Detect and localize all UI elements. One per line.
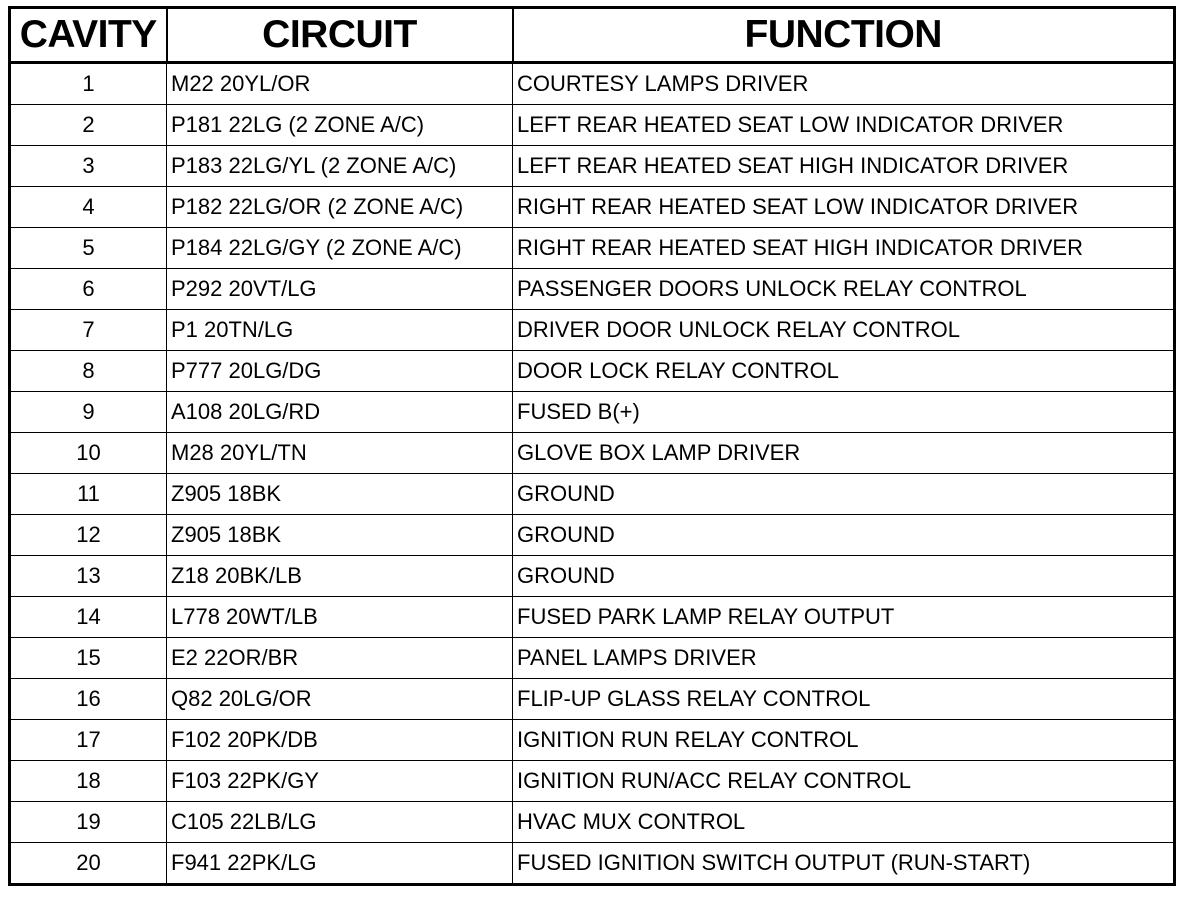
function-cell: FLIP-UP GLASS RELAY CONTROL [513,679,1175,720]
table-row [10,433,1175,474]
table-row [10,105,1175,146]
circuit-cell: P777 20LG/DG [167,351,513,392]
function-cell: FUSED B(+) [513,392,1175,433]
table-row [10,802,1175,843]
table-row [10,720,1175,761]
table-row [10,392,1175,433]
cavity-cell: 8 [10,351,167,392]
function-cell: IGNITION RUN/ACC RELAY CONTROL [513,761,1175,802]
function-cell: PANEL LAMPS DRIVER [513,638,1175,679]
function-cell: HVAC MUX CONTROL [513,802,1175,843]
table-row [10,761,1175,802]
circuit-cell: P181 22LG (2 ZONE A/C) [167,105,513,146]
header-function: FUNCTION [513,8,1175,63]
function-cell: RIGHT REAR HEATED SEAT LOW INDICATOR DRIVER [513,187,1175,228]
cavity-cell: 2 [10,105,167,146]
header-circuit: CIRCUIT [167,8,513,63]
circuit-cell: F103 22PK/GY [167,761,513,802]
function-cell: COURTESY LAMPS DRIVER [513,63,1175,105]
circuit-cell: Z905 18BK [167,474,513,515]
connector-pinout-table [8,6,1176,886]
cavity-cell: 10 [10,433,167,474]
function-cell: IGNITION RUN RELAY CONTROL [513,720,1175,761]
table-row [10,351,1175,392]
table-header [10,8,1175,63]
circuit-cell: C105 22LB/LG [167,802,513,843]
function-cell: FUSED IGNITION SWITCH OUTPUT (RUN-START) [513,843,1175,885]
circuit-cell: Z18 20BK/LB [167,556,513,597]
circuit-cell: Q82 20LG/OR [167,679,513,720]
circuit-cell: F102 20PK/DB [167,720,513,761]
function-cell: GROUND [513,515,1175,556]
table-row [10,679,1175,720]
circuit-cell: Z905 18BK [167,515,513,556]
table-row [10,187,1175,228]
connector-pinout-sheet [8,6,1173,906]
table-row [10,63,1175,105]
function-cell: GLOVE BOX LAMP DRIVER [513,433,1175,474]
circuit-cell: E2 22OR/BR [167,638,513,679]
cavity-cell: 14 [10,597,167,638]
table-row [10,146,1175,187]
header-cavity: CAVITY [10,8,167,63]
cavity-cell: 12 [10,515,167,556]
table-body [10,63,1175,885]
table-row [10,638,1175,679]
circuit-cell: M28 20YL/TN [167,433,513,474]
cavity-cell: 7 [10,310,167,351]
circuit-cell: F941 22PK/LG [167,843,513,885]
circuit-cell: L778 20WT/LB [167,597,513,638]
cavity-cell: 16 [10,679,167,720]
cavity-cell: 1 [10,63,167,105]
circuit-cell: P292 20VT/LG [167,269,513,310]
circuit-cell: P184 22LG/GY (2 ZONE A/C) [167,228,513,269]
cavity-cell: 3 [10,146,167,187]
cavity-cell: 6 [10,269,167,310]
cavity-cell: 11 [10,474,167,515]
table-row [10,556,1175,597]
cavity-cell: 5 [10,228,167,269]
function-cell: DOOR LOCK RELAY CONTROL [513,351,1175,392]
cavity-cell: 13 [10,556,167,597]
cavity-cell: 15 [10,638,167,679]
function-cell: LEFT REAR HEATED SEAT HIGH INDICATOR DRIVER [513,146,1175,187]
circuit-cell: P1 20TN/LG [167,310,513,351]
cavity-cell: 17 [10,720,167,761]
function-cell: RIGHT REAR HEATED SEAT HIGH INDICATOR DRIVER [513,228,1175,269]
function-cell: GROUND [513,474,1175,515]
cavity-cell: 4 [10,187,167,228]
function-cell: LEFT REAR HEATED SEAT LOW INDICATOR DRIVER [513,105,1175,146]
circuit-cell: P183 22LG/YL (2 ZONE A/C) [167,146,513,187]
table-row [10,474,1175,515]
circuit-cell: A108 20LG/RD [167,392,513,433]
table-row [10,269,1175,310]
header-row [10,8,1175,63]
cavity-cell: 18 [10,761,167,802]
circuit-cell: P182 22LG/OR (2 ZONE A/C) [167,187,513,228]
function-cell: FUSED PARK LAMP RELAY OUTPUT [513,597,1175,638]
table-row [10,310,1175,351]
function-cell: GROUND [513,556,1175,597]
cavity-cell: 20 [10,843,167,885]
table-row [10,515,1175,556]
table-row [10,228,1175,269]
cavity-cell: 19 [10,802,167,843]
function-cell: PASSENGER DOORS UNLOCK RELAY CONTROL [513,269,1175,310]
table-row [10,843,1175,885]
table-row [10,597,1175,638]
cavity-cell: 9 [10,392,167,433]
circuit-cell: M22 20YL/OR [167,63,513,105]
function-cell: DRIVER DOOR UNLOCK RELAY CONTROL [513,310,1175,351]
